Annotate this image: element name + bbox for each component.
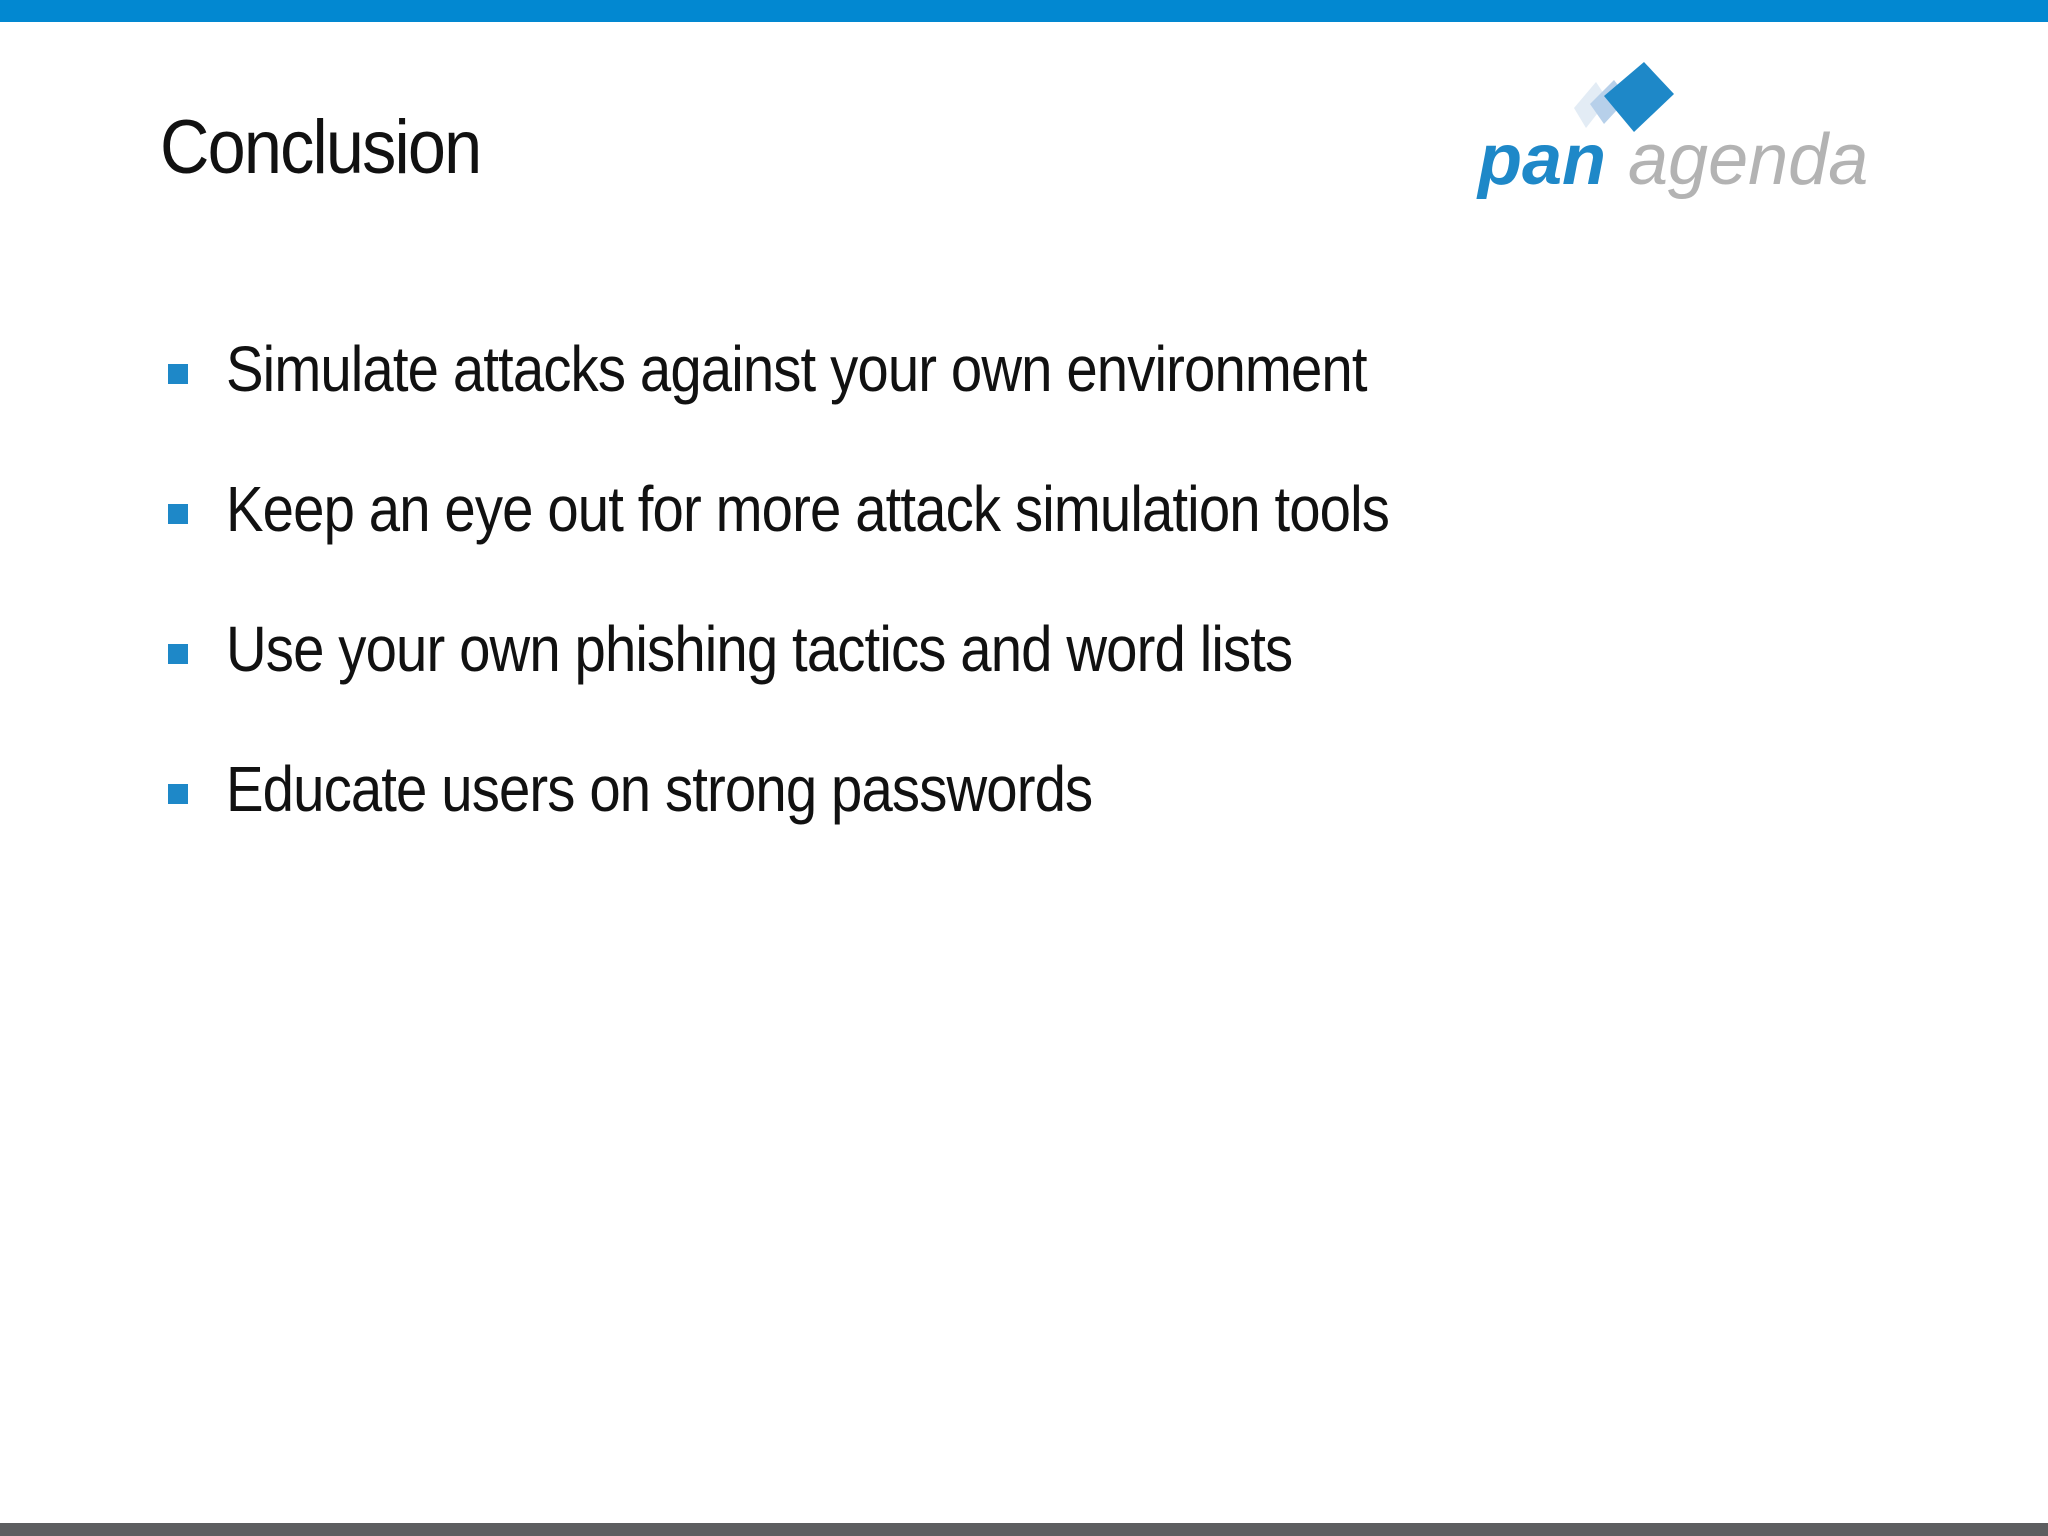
logo-text-pan: pan: [1478, 120, 1607, 200]
logo-text-agenda: agenda: [1628, 120, 1869, 200]
top-accent-bar: [0, 0, 2048, 22]
bottom-bar: [0, 1523, 2048, 1536]
square-bullet-icon: [168, 644, 188, 664]
bullet-text: Keep an eye out for more attack simulation tools: [226, 473, 1390, 545]
slide-title: Conclusion: [160, 105, 481, 190]
bullet-text: Educate users on strong passwords: [226, 753, 1093, 825]
square-bullet-icon: [168, 784, 188, 804]
square-bullet-icon: [168, 364, 188, 384]
bullet-text: Simulate attacks against your own environment: [226, 333, 1367, 405]
panagenda-logo: [1474, 60, 1914, 220]
square-bullet-icon: [168, 504, 188, 524]
bullet-text: Use your own phishing tactics and word lists: [226, 613, 1293, 685]
